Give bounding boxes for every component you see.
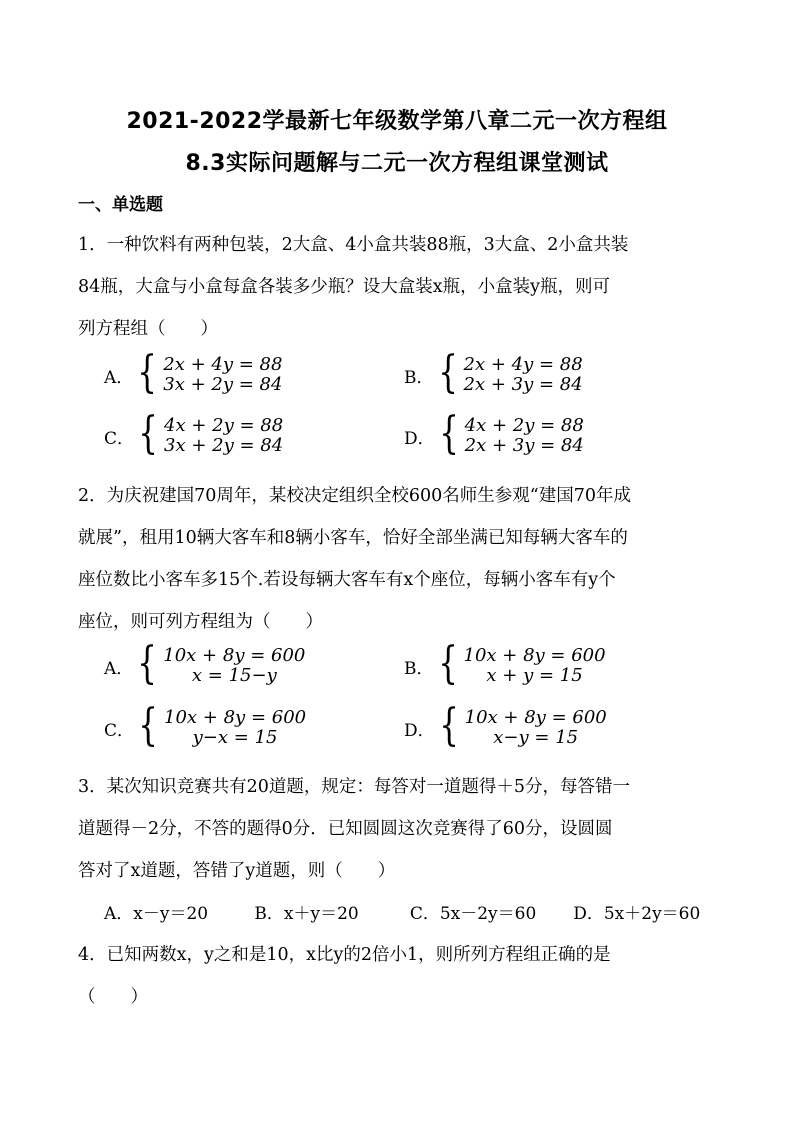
q2-line-3: 座位数比小客车多15个.若设每辆大客车有x个座位，每辆小客车有y个: [78, 570, 616, 590]
option-label: B．: [404, 658, 434, 679]
q4-line-1: 4．已知两数x，y之和是10，x比y的2倍小1，则所列方程组正确的是: [78, 945, 611, 965]
equation: 3x + 2y = 84: [163, 374, 283, 395]
equation: 2x + 4y = 88: [163, 354, 283, 375]
option-label: A．: [104, 367, 134, 388]
equation: 2x + 3y = 84: [463, 374, 583, 395]
q3-line-1: 3．某次知识竞赛共有20道题，规定：每答对一道题得＋5分，每答错一: [78, 777, 631, 797]
q2-option-b: [404, 638, 606, 689]
q3-option-b: B．x＋y＝20: [254, 904, 359, 924]
option-label: C．: [104, 428, 135, 449]
q4-line-2: （ ）: [78, 987, 148, 1007]
title-line-1: 2021-2022学最新七年级数学第八章二元一次方程组: [126, 109, 668, 134]
q3-option-c: C．5x－2y＝60: [409, 904, 537, 924]
equation: x = 15−y: [191, 665, 277, 686]
brace: {: [438, 408, 459, 459]
brace: {: [137, 638, 158, 689]
equation: x + y = 15: [486, 665, 583, 686]
equation: 2x + 3y = 84: [464, 435, 584, 456]
equation: 2x + 4y = 88: [463, 354, 583, 375]
option-label: C．: [104, 720, 135, 741]
brace: {: [137, 347, 158, 398]
q1-line-1: 1．一种饮料有两种包装，2大盒、4小盒共装88瓶，3大盒、2小盒共装: [78, 235, 629, 255]
brace: {: [438, 700, 459, 751]
q1-option-c: [104, 408, 284, 459]
q3-option-d: D．5x＋2y＝60: [573, 904, 701, 924]
brace: {: [138, 408, 158, 459]
equation: 4x + 2y = 88: [164, 415, 284, 436]
option-label: A．: [104, 658, 134, 679]
q2-option-c: [104, 700, 307, 751]
q1-option-d: [404, 408, 584, 459]
equation: x−y = 15: [493, 727, 579, 748]
brace: {: [138, 700, 158, 751]
q2-line-2: 就展”，租用10辆大客车和8辆小客车，恰好全部坐满已知每辆大客车的: [78, 528, 628, 548]
option-label: B．: [404, 367, 434, 388]
q2-line-4: 座位，则可列方程组为（ ）: [78, 612, 323, 632]
equation: 10x + 8y = 600: [163, 645, 306, 666]
q3-options-row: [104, 899, 700, 924]
option-label: D．: [404, 720, 435, 741]
brace: {: [437, 638, 458, 689]
q1-option-b: [404, 347, 583, 398]
equation: 10x + 8y = 600: [164, 707, 307, 728]
section-title: 一、单选题: [78, 195, 163, 215]
equation: 3x + 2y = 84: [164, 435, 284, 456]
q2-option-d: [404, 700, 607, 751]
equation: 10x + 8y = 600: [463, 645, 606, 666]
q2-option-a: [104, 638, 306, 689]
q3-line-2: 道题得－2分，不答的题得0分．已知圆圆这次竞赛得了60分，设圆圆: [78, 819, 613, 839]
brace: {: [437, 347, 458, 398]
option-label: D．: [404, 428, 435, 449]
title-line-2: 8.3实际问题解与二元一次方程组课堂测试: [185, 151, 609, 176]
q1-option-a: [104, 347, 283, 398]
q3-option-a: A．x－y＝20: [104, 904, 209, 924]
q1-line-3: 列方程组（ ）: [78, 319, 218, 339]
q3-line-3: 答对了x道题，答错了y道题，则（ ）: [78, 861, 396, 881]
equation: 10x + 8y = 600: [464, 707, 607, 728]
q1-line-2: 84瓶，大盒与小盒每盒各装多少瓶？设大盒装x瓶，小盒装y瓶，则可: [78, 277, 611, 297]
equation: y−x = 15: [192, 727, 278, 748]
q2-line-1: 2．为庆祝建国70周年，某校决定组织全校600名师生参观“建国70年成: [78, 486, 632, 506]
equation: 4x + 2y = 88: [464, 415, 584, 436]
